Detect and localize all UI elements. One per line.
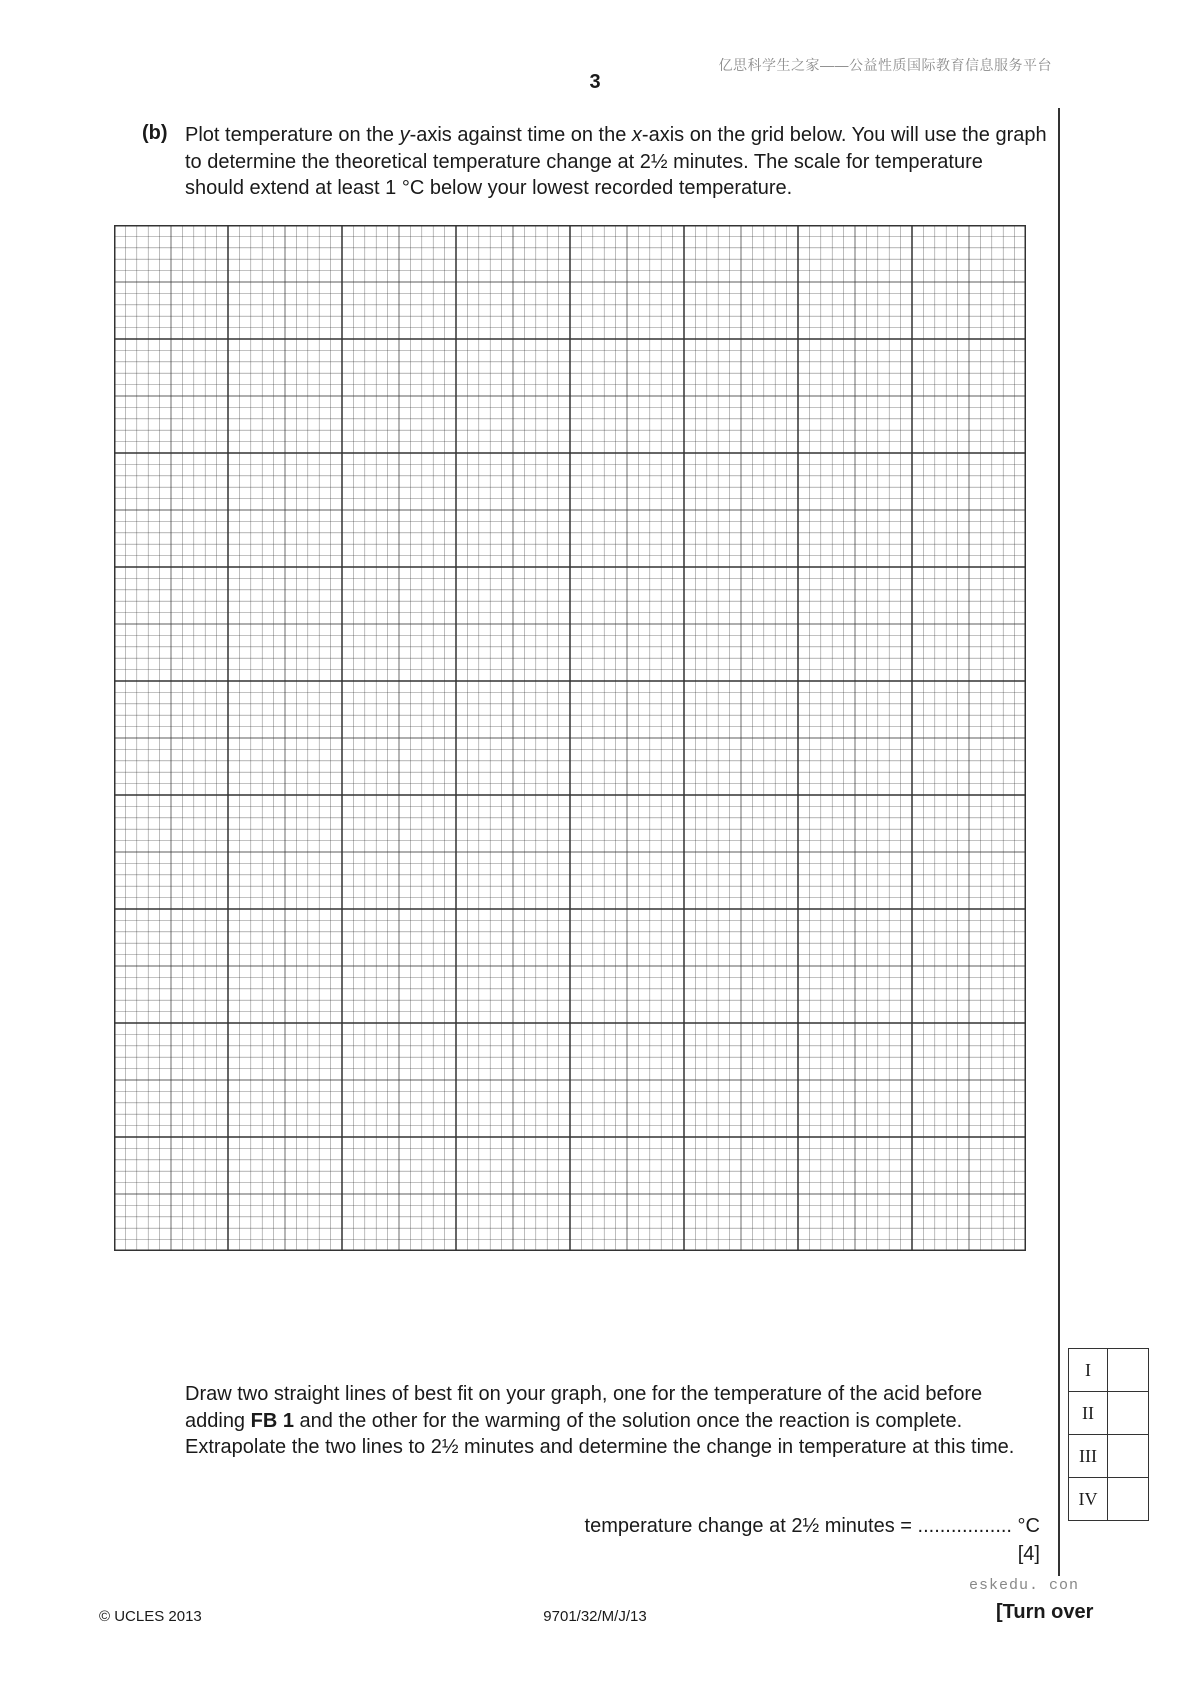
- instruction-text: [185, 1381, 1047, 1461]
- examiner-mark-cell: [1108, 1478, 1149, 1521]
- marks-allocation: [4]: [1017, 1543, 1040, 1565]
- examiner-row-label: II: [1069, 1392, 1108, 1435]
- question-text-part: -axis against time on the: [409, 124, 632, 146]
- footer-copyright: © UCLES 2013: [99, 1608, 202, 1625]
- margin-divider-line: [1058, 108, 1060, 1576]
- answer-line[interactable]: temperature change at 2½ minutes = ................. °C: [584, 1515, 1040, 1537]
- graph-paper-grid[interactable]: [114, 225, 1026, 1251]
- instruction-part: and the other for the warming of the solution once the reaction is complete. Extrapolate the two lines to 2½ minutes and determine the change in temperature at this time.: [185, 1409, 1015, 1458]
- instruction-bold-fb1: FB 1: [250, 1409, 294, 1432]
- examiner-row: [1069, 1478, 1149, 1521]
- question-text-y-axis: y: [399, 124, 410, 146]
- question-text: [185, 122, 1047, 202]
- examiner-row-label: I: [1069, 1349, 1108, 1392]
- examiner-mark-cell: [1108, 1349, 1149, 1392]
- bottom-watermark: eskedu. con: [969, 1577, 1080, 1594]
- page-number: 3: [589, 71, 601, 93]
- header-watermark-text: 亿思科学生之家——公益性质国际教育信息服务平台: [718, 57, 1052, 73]
- examiner-mark-cell: [1108, 1392, 1149, 1435]
- examiner-row: [1069, 1392, 1149, 1435]
- question-text-part: -axis on the grid below. You will use the graph to determine the theoretical temperature change at 2½ minutes. The scale for temperature should extend at least 1 °C below your lowest recorded temperature.: [185, 124, 1047, 199]
- question-label: (b): [142, 122, 168, 144]
- footer-paper-code: 9701/32/M/J/13: [543, 1608, 647, 1625]
- examiner-row: [1069, 1435, 1149, 1478]
- turn-over-label: [Turn over: [996, 1601, 1094, 1623]
- examiner-row-label: IV: [1069, 1478, 1108, 1521]
- examiner-mark-cell: [1108, 1435, 1149, 1478]
- question-text-part: Plot temperature on the: [185, 124, 400, 146]
- examiner-use-box: [1068, 1348, 1149, 1521]
- instruction-part: Draw two straight lines of best fit on your graph, one for the temperature of the acid before adding: [185, 1383, 983, 1432]
- question-text-x-axis: x: [631, 124, 642, 146]
- examiner-row: [1069, 1349, 1149, 1392]
- examiner-row-label: III: [1069, 1435, 1108, 1478]
